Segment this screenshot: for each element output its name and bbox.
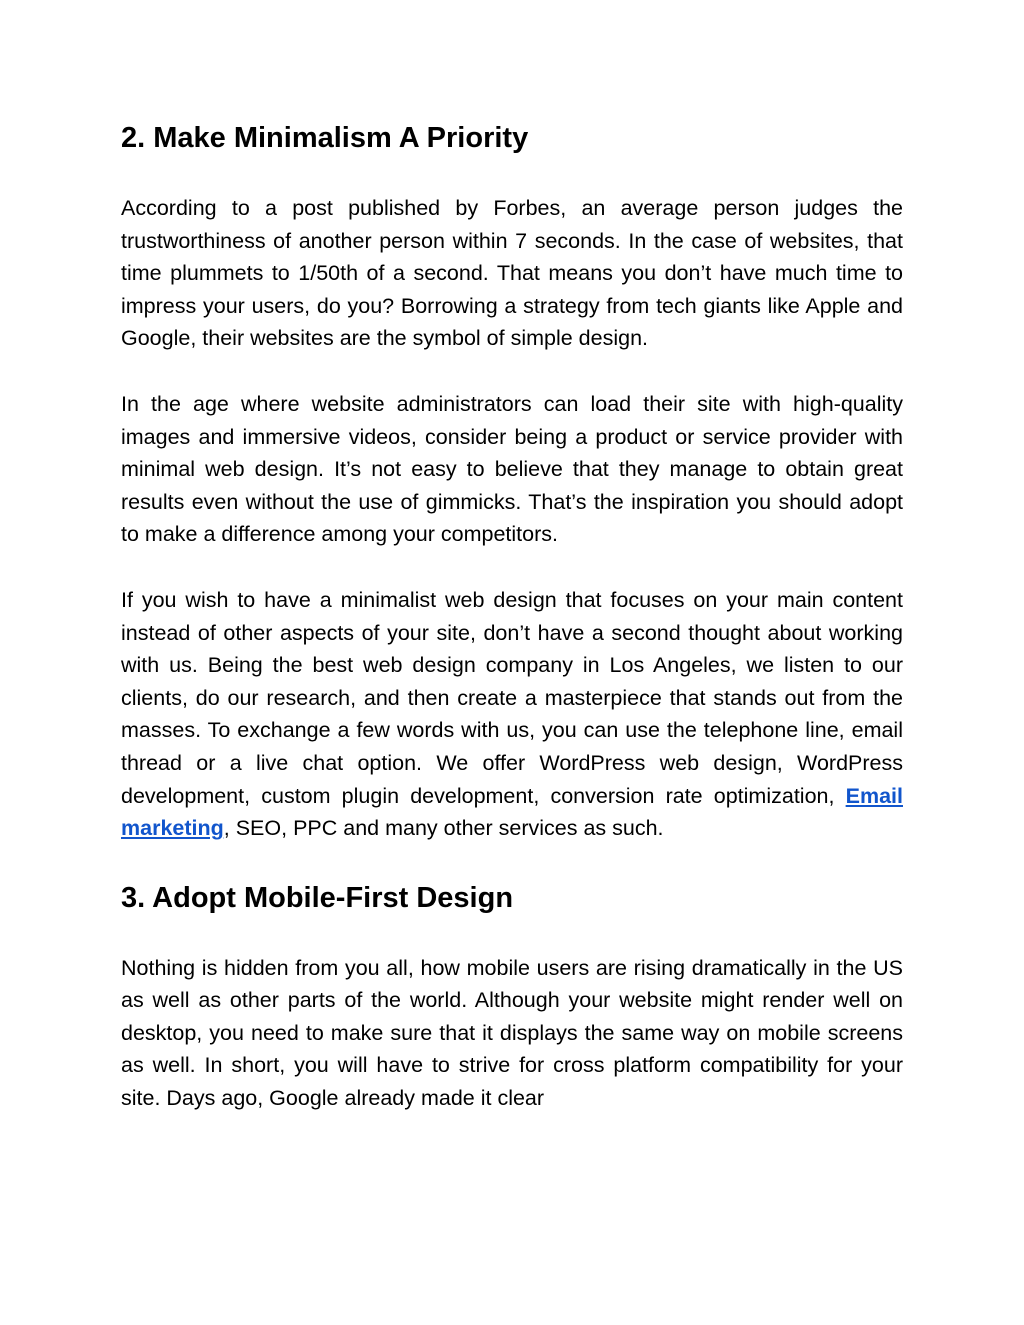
email-marketing-link[interactable]: Email marketing [121,783,903,841]
paragraph-minimal-web-design: In the age where website administrators can load their site with high-quality images and immersive videos, consider being a product or service provider with minimal web design. It’s not easy to believe that they manage to obtain great results even without the use of gimmicks. That’s the inspiration you should adopt to make a difference among your competitors. [121,391,903,547]
paragraph-services-text-after: , SEO, PPC and many other services as such. [223,816,664,841]
document-page [121,118,903,1115]
section-heading-minimalism: 2. Make Minimalism A Priority [121,122,529,154]
paragraph-forbes: According to a post published by Forbes, an average person judges the trustworthiness of another person within 7 seconds. In the case of websites, that time plummets to 1/50th of a second. That means you don’t have much time to impress your users, do you? Borrowing a strategy from tech giants like Apple and Google, their websites are the symbol of simple design. [121,196,903,351]
paragraph-services [121,584,903,845]
paragraph-services-text-before: If you wish to have a minimalist web design that focuses on your main content instead of other aspects of your site, don’t have a second thought about working with us. Being the best web design company in Los Angeles, we listen to our clients, do our research, and then create a masterpiece that stands out from the masses. To exchange a few words with us, you can use the telephone line, email thread or a live chat option. We offer WordPress web design, WordPress development, custom plugin development, conversion rate optimization, [121,587,903,808]
section-heading-mobile-first: 3. Adopt Mobile-First Design [121,881,514,914]
paragraph-mobile-users: Nothing is hidden from you all, how mobile users are rising dramatically in the US as well as other parts of the world. Although your website might render well on desktop, you need to make sure that it displays the same way on mobile screens as well. In short, you will have to strive for cross platform compatibility for your site. Days ago, Google already made it clear [121,955,903,1111]
